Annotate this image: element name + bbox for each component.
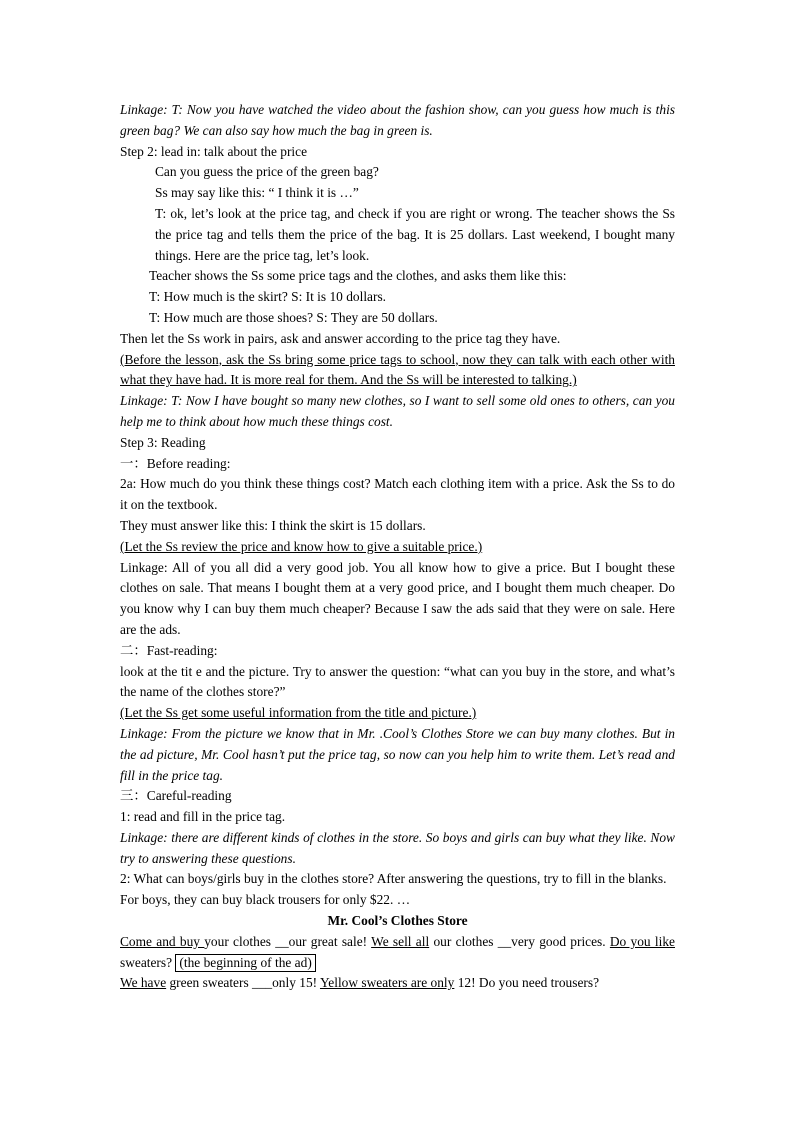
paragraph-line: 一：Before reading: xyxy=(120,455,231,471)
ad-phrase: Yellow sweaters are only xyxy=(319,975,455,991)
paragraph-line: look at the tit e and the picture. Try to answer the question: “what can you buy in the store, and what’s the name of the clothes store?” xyxy=(120,663,675,700)
paragraph-line: (Before the lesson, ask the Ss bring some price tags to school, now they can talk with each other with what they have had. It is more real for them. And the Ss will be interested to talking.) xyxy=(120,351,675,388)
store-title: Mr. Cool’s Clothes Store xyxy=(327,913,468,929)
ad-text: our clothes __very good prices. xyxy=(429,933,610,949)
paragraph-line: 2: What can boys/girls buy in the clothes store? After answering the questions, try to fill in the blanks. xyxy=(120,871,667,887)
paragraph-line: Ss may say like this: “ I think it is …” xyxy=(155,185,359,201)
ad-text-line-2 xyxy=(120,973,675,994)
paragraph-line: Linkage: T: Now you have watched the video about the fashion show, can you guess how much is this green bag? We can also say how much the bag in green is. xyxy=(120,102,675,138)
ad-phrase: We have xyxy=(120,975,167,991)
paragraph-line: Then let the Ss work in pairs, ask and answer according to the price tag they have. xyxy=(120,330,561,346)
paragraph-line: Linkage: T: Now I have bought so many new clothes, so I want to sell some old ones to others, can you help me to think about how much these things cost. xyxy=(120,393,675,429)
paragraph-line: Teacher shows the Ss some price tags and the clothes, and asks them like this: xyxy=(149,268,567,284)
paragraph-line: T: ok, let’s look at the price tag, and check if you are right or wrong. The teacher shows the Ss the price tag and tells them the price of the bag. It is 25 dollars. Last weekend, I bought many things. Here are the price tag, let’s look. xyxy=(155,205,675,263)
paragraph-line: Can you guess the price of the green bag? xyxy=(155,164,379,180)
ad-text: green sweaters ___only 15! xyxy=(166,975,320,991)
paragraph-line: (Let the Ss get some useful information from the title and picture.) xyxy=(120,705,477,721)
paragraph-line: Step 3: Reading xyxy=(120,434,206,450)
ad-phrase: Come and buy xyxy=(120,933,205,949)
paragraph-line: Linkage: there are different kinds of clothes in the store. So boys and girls can buy what they like. Now try to answering these questions. xyxy=(120,829,675,866)
ad-text: sweaters? xyxy=(120,954,176,970)
ad-text: 12! Do you need trousers? xyxy=(454,975,600,991)
ad-note-box: (the beginning of the ad) xyxy=(175,954,315,972)
ad-text-line-1 xyxy=(120,932,675,974)
paragraph-line: Step 2: lead in: talk about the price xyxy=(120,143,308,159)
paragraph-line: 2a: How much do you think these things cost? Match each clothing item with a price. Ask the Ss to do it on the textbook. xyxy=(120,476,675,513)
paragraph-line: They must answer like this: I think the skirt is 15 dollars. xyxy=(120,517,426,533)
paragraph-line: 二：Fast-reading: xyxy=(120,642,218,658)
paragraph-line: 1: read and fill in the price tag. xyxy=(120,809,286,825)
ad-phrase: We sell all xyxy=(371,933,430,949)
paragraph-line: For boys, they can buy black trousers for only $22. … xyxy=(120,892,411,908)
paragraph-line: (Let the Ss review the price and know how to give a suitable price.) xyxy=(120,538,483,554)
document-body xyxy=(120,100,675,911)
paragraph-line: T: How much is the skirt? S: It is 10 dollars. xyxy=(149,289,386,305)
ad-phrase: Do you like xyxy=(609,933,675,949)
paragraph-line: T: How much are those shoes? S: They are 50 dollars. xyxy=(149,309,438,325)
ad-text: your clothes __our great sale! xyxy=(204,933,372,949)
paragraph-line: 三：Careful-reading xyxy=(120,788,232,804)
document-page xyxy=(120,100,675,994)
paragraph-line: Linkage: From the picture we know that in Mr. .Cool’s Clothes Store we can buy many clothes. But in the ad picture, Mr. Cool hasn’t put the price tag, so now can you help him to write them. Let’s read and fill in the price tag. xyxy=(120,725,675,783)
paragraph-line: Linkage: All of you all did a very good job. You all know how to give a price. But I bought these clothes on sale. That means I bought them at a very good price, and I bought them much cheaper. Do you know why I can buy them much cheaper? Because I saw the ads said that they were on sale. Here are the ads. xyxy=(120,559,675,637)
